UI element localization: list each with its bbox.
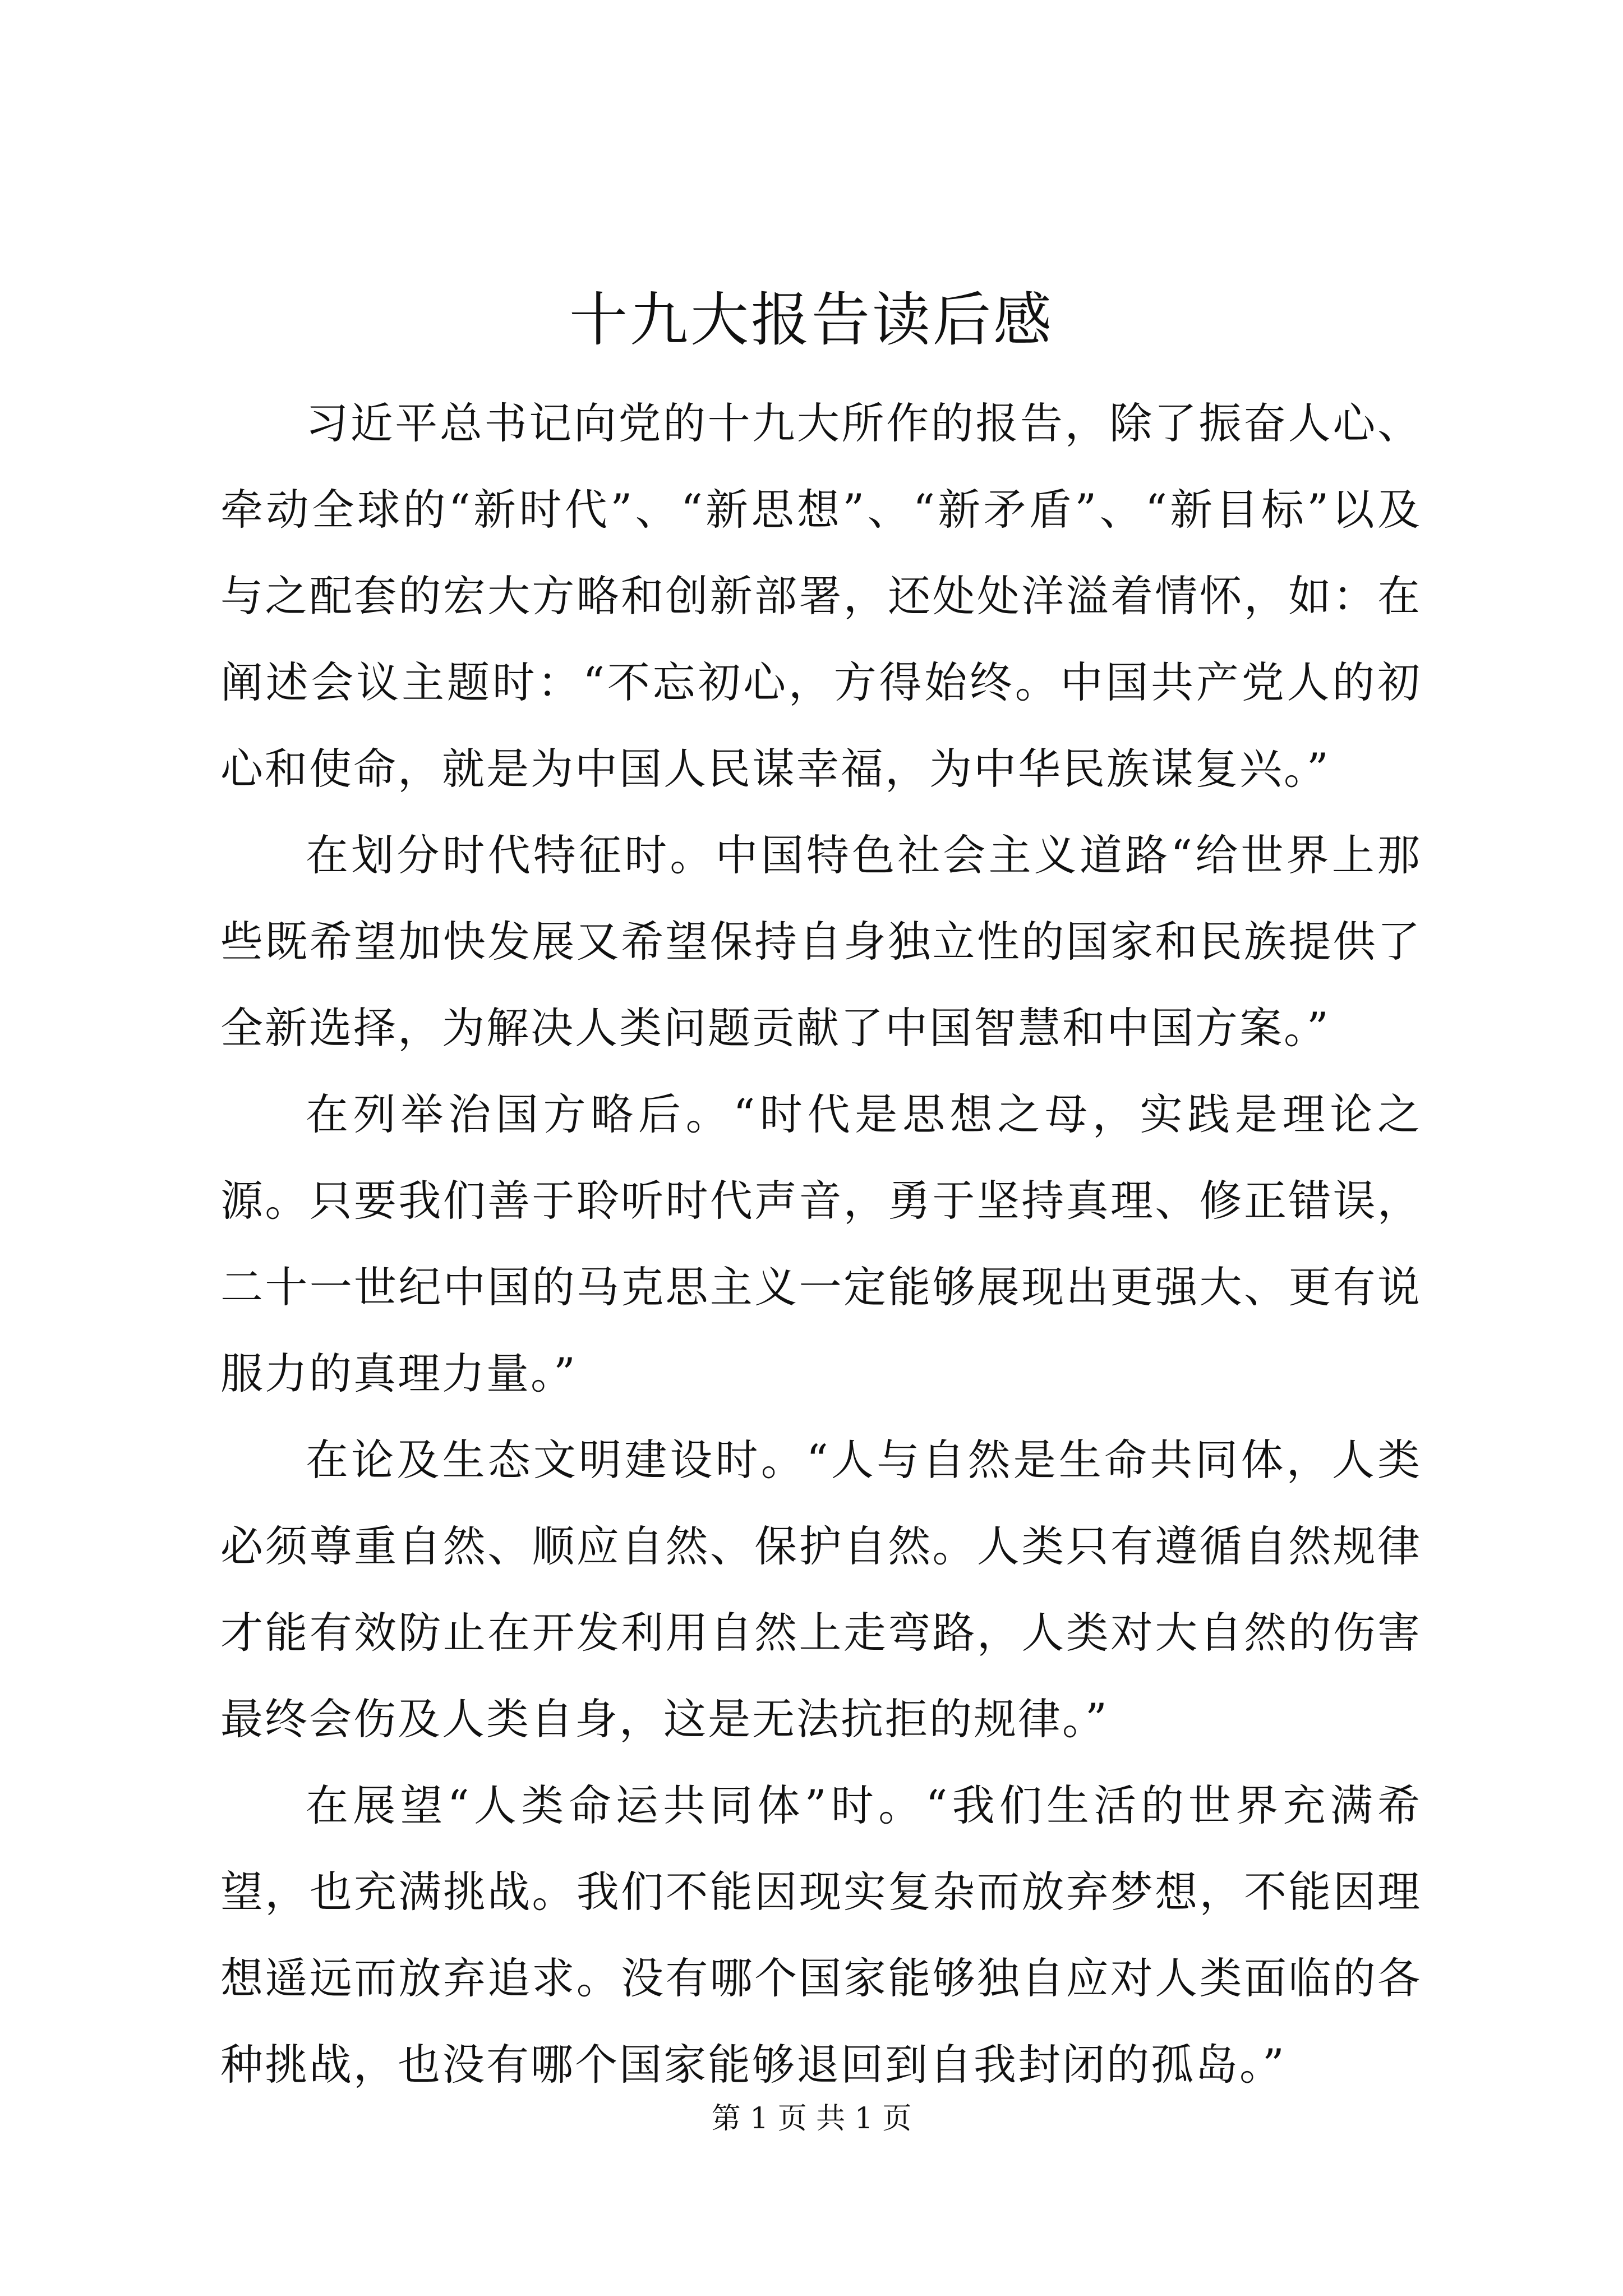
paragraph: 在论及生态文明建设时。“人与自然是生命共同体，人类必须尊重自然、顺应自然、保护自然。人类只有遵循自然规律才能有效防止在开发利用自然上走弯路，人类对大自然的伤害最终会伤及人类自身，这是无法抗拒的规律。” <box>220 1435 1422 1744</box>
page-footer: 第 1 页 共 1 页 <box>711 2102 912 2136</box>
paragraph: 在展望“人类命运共同体”时。“我们生活的世界充满希望，也充满挑战。我们不能因现实复杂而放弃梦想，不能因理想遥远而放弃追求。没有哪个国家能够独自应对人类面临的各种挑战，也没有哪个国家能够退回到自我封闭的孤岛。” <box>220 1780 1422 2090</box>
paragraph: 在划分时代特征时。中国特色社会主义道路“给世界上那些既希望加快发展又希望保持自身独立性的国家和民族提供了全新选择，为解决人类问题贡献了中国智慧和中国方案。” <box>220 830 1422 1053</box>
paragraph: 习近平总书记向党的十九大所作的报告，除了振奋人心、牵动全球的“新时代”、“新思想”、“新矛盾”、“新目标”以及与之配套的宏大方略和创新部署，还处处洋溢着情怀，如：在阐述会议主题时：“不忘初心，方得始终。中国共产党人的初心和使命，就是为中国人民谋幸福，为中华民族谋复兴。” <box>220 398 1422 794</box>
document-title: 十九大报告读后感 <box>569 286 1054 354</box>
paragraph: 在列举治国方略后。“时代是思想之母，实践是理论之源。只要我们善于聆听时代声音，勇于坚持真理、修正错误，二十一世纪中国的马克思主义一定能够展现出更强大、更有说服力的真理力量。” <box>220 1089 1422 1398</box>
document-body <box>220 380 1422 2108</box>
